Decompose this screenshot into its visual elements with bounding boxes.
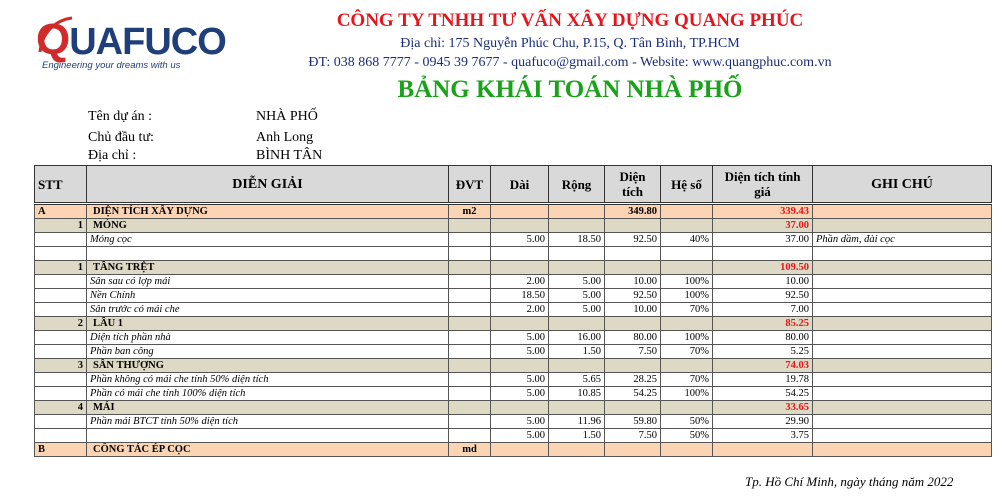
cell-width: 18.50 xyxy=(549,233,605,247)
cell-area xyxy=(605,359,661,373)
cell-width: 5.65 xyxy=(549,373,605,387)
cell-stt xyxy=(35,345,87,359)
cell-price-area xyxy=(713,443,813,457)
cell-price-area: 5.25 xyxy=(713,345,813,359)
cell-length xyxy=(491,317,549,331)
cell-area xyxy=(605,247,661,261)
cell-area: 28.25 xyxy=(605,373,661,387)
col-header-width: Rộng xyxy=(549,166,605,204)
cell-description: Phần không có mái che tính 50% diện tích xyxy=(87,373,449,387)
cell-price-area: 7.00 xyxy=(713,303,813,317)
cell-length: 5.00 xyxy=(491,387,549,401)
cell-width xyxy=(549,317,605,331)
cell-width: 16.00 xyxy=(549,331,605,345)
col-header-area: Diện tích xyxy=(605,166,661,204)
cell-note xyxy=(813,247,992,261)
cell-length: 2.00 xyxy=(491,275,549,289)
cell-description: Nền Chính xyxy=(87,289,449,303)
table-row xyxy=(35,443,992,457)
cell-description: Phần mái BTCT tính 50% diện tích xyxy=(87,415,449,429)
cell-coefficient: 100% xyxy=(661,275,713,289)
cell-coefficient xyxy=(661,204,713,219)
cell-note xyxy=(813,345,992,359)
cell-coefficient: 70% xyxy=(661,373,713,387)
col-header-length: Dài xyxy=(491,166,549,204)
table-row xyxy=(35,204,992,219)
cell-area: 7.50 xyxy=(605,429,661,443)
cell-unit xyxy=(449,373,491,387)
cell-description: DIỆN TÍCH XÂY DỰNG xyxy=(87,204,449,219)
cell-unit xyxy=(449,415,491,429)
cell-unit xyxy=(449,247,491,261)
cell-unit xyxy=(449,219,491,233)
cell-unit xyxy=(449,317,491,331)
cell-price-area: 85.25 xyxy=(713,317,813,331)
table-row xyxy=(35,331,992,345)
document-title: BẢNG KHÁI TOÁN NHÀ PHỐ xyxy=(397,76,743,103)
cell-coefficient: 40% xyxy=(661,233,713,247)
cell-description: Sân trước có mái che xyxy=(87,303,449,317)
cell-coefficient xyxy=(661,247,713,261)
project-value: NHÀ PHỐ xyxy=(256,109,318,124)
col-header-price-area: Diện tích tính giá xyxy=(713,166,813,204)
cell-price-area: 80.00 xyxy=(713,331,813,345)
cell-stt xyxy=(35,247,87,261)
cell-width: 5.00 xyxy=(549,275,605,289)
cell-stt xyxy=(35,429,87,443)
cell-coefficient: 50% xyxy=(661,415,713,429)
logo-tagline: Engineering your dreams with us xyxy=(42,60,181,71)
cell-coefficient: 100% xyxy=(661,289,713,303)
address-value: BÌNH TÂN xyxy=(256,148,323,163)
cell-description: SÂN THƯỢNG xyxy=(87,359,449,373)
cell-description: Phần ban công xyxy=(87,345,449,359)
cell-price-area: 33.65 xyxy=(713,401,813,415)
cell-unit xyxy=(449,275,491,289)
cell-length xyxy=(491,443,549,457)
cell-stt xyxy=(35,331,87,345)
logo-wordmark: QUAFUCO xyxy=(36,15,226,64)
cell-note xyxy=(813,204,992,219)
cell-unit xyxy=(449,345,491,359)
cell-coefficient: 50% xyxy=(661,429,713,443)
cell-stt: A xyxy=(35,204,87,219)
table-row xyxy=(35,233,992,247)
cell-note xyxy=(813,331,992,345)
cell-coefficient xyxy=(661,261,713,275)
cell-coefficient xyxy=(661,359,713,373)
cell-coefficient xyxy=(661,219,713,233)
col-header-stt: STT xyxy=(35,166,87,204)
cell-width: 1.50 xyxy=(549,345,605,359)
cell-length: 5.00 xyxy=(491,345,549,359)
cell-stt: B xyxy=(35,443,87,457)
cell-description: Sân sau có lợp mái xyxy=(87,275,449,289)
cell-width: 11.96 xyxy=(549,415,605,429)
table-header-row xyxy=(35,166,992,204)
cell-unit xyxy=(449,401,491,415)
table-row xyxy=(35,415,992,429)
cell-unit xyxy=(449,303,491,317)
cell-description: MÓNG xyxy=(87,219,449,233)
cell-length xyxy=(491,247,549,261)
cell-note xyxy=(813,443,992,457)
cell-description: TẦNG TRỆT xyxy=(87,261,449,275)
owner-label: Chủ đầu tư: xyxy=(88,130,154,145)
cell-unit xyxy=(449,261,491,275)
cell-width xyxy=(549,261,605,275)
col-header-coefficient: Hệ số xyxy=(661,166,713,204)
cell-length xyxy=(491,219,549,233)
cell-area xyxy=(605,317,661,331)
cell-description: MÁI xyxy=(87,401,449,415)
cell-width xyxy=(549,401,605,415)
cell-stt: 3 xyxy=(35,359,87,373)
company-contact: ĐT: 038 868 7777 - 0945 39 7677 - quafuco@gmail.com - Website: www.quangphuc.com.vn xyxy=(308,55,832,70)
table-row xyxy=(35,247,992,261)
cell-length xyxy=(491,261,549,275)
cell-length xyxy=(491,359,549,373)
cell-price-area: 19.78 xyxy=(713,373,813,387)
cell-area xyxy=(605,261,661,275)
cell-length: 5.00 xyxy=(491,373,549,387)
cell-length: 2.00 xyxy=(491,303,549,317)
cell-stt xyxy=(35,303,87,317)
cell-area: 349.80 xyxy=(605,204,661,219)
cell-note xyxy=(813,429,992,443)
table-row xyxy=(35,275,992,289)
cell-stt xyxy=(35,387,87,401)
cell-description: Móng cọc xyxy=(87,233,449,247)
cell-note xyxy=(813,219,992,233)
address-label: Địa chỉ : xyxy=(88,148,137,163)
cell-description: LẦU 1 xyxy=(87,317,449,331)
cell-note xyxy=(813,359,992,373)
cell-stt xyxy=(35,373,87,387)
table-row xyxy=(35,359,992,373)
cell-length xyxy=(491,204,549,219)
cell-length xyxy=(491,401,549,415)
cell-note xyxy=(813,275,992,289)
cell-price-area: 54.25 xyxy=(713,387,813,401)
cell-area: 7.50 xyxy=(605,345,661,359)
col-header-unit: ĐVT xyxy=(449,166,491,204)
cell-width xyxy=(549,359,605,373)
cell-stt xyxy=(35,289,87,303)
table-row xyxy=(35,303,992,317)
cell-note xyxy=(813,373,992,387)
cell-unit xyxy=(449,331,491,345)
table-row xyxy=(35,345,992,359)
cell-unit xyxy=(449,359,491,373)
table-row xyxy=(35,317,992,331)
cell-price-area: 29.90 xyxy=(713,415,813,429)
cell-note xyxy=(813,415,992,429)
table-row xyxy=(35,401,992,415)
cell-price-area: 37.00 xyxy=(713,219,813,233)
table-row xyxy=(35,219,992,233)
cell-description: CÔNG TÁC ÉP CỌC xyxy=(87,443,449,457)
cell-width xyxy=(549,247,605,261)
cell-length: 5.00 xyxy=(491,233,549,247)
cell-width: 5.00 xyxy=(549,289,605,303)
cell-price-area: 92.50 xyxy=(713,289,813,303)
cell-width: 5.00 xyxy=(549,303,605,317)
cell-price-area: 3.75 xyxy=(713,429,813,443)
cell-coefficient: 100% xyxy=(661,387,713,401)
cell-area: 10.00 xyxy=(605,303,661,317)
cell-note xyxy=(813,317,992,331)
cell-unit xyxy=(449,429,491,443)
cell-coefficient xyxy=(661,443,713,457)
cell-stt: 1 xyxy=(35,219,87,233)
cell-unit xyxy=(449,233,491,247)
table-row xyxy=(35,289,992,303)
cell-area: 80.00 xyxy=(605,331,661,345)
cell-note xyxy=(813,387,992,401)
cell-note xyxy=(813,303,992,317)
cell-length: 5.00 xyxy=(491,429,549,443)
cell-stt: 4 xyxy=(35,401,87,415)
cell-coefficient: 70% xyxy=(661,345,713,359)
cell-description: Phần có mái che tính 100% diện tích xyxy=(87,387,449,401)
cell-coefficient xyxy=(661,401,713,415)
cell-description: Diện tích phần nhà xyxy=(87,331,449,345)
cell-description xyxy=(87,247,449,261)
company-address: Địa chỉ: 175 Nguyễn Phúc Chu, P.15, Q. Tân Bình, TP.HCM xyxy=(400,36,740,51)
cell-width: 1.50 xyxy=(549,429,605,443)
cell-price-area: 109.50 xyxy=(713,261,813,275)
cell-stt: 1 xyxy=(35,261,87,275)
cell-unit: md xyxy=(449,443,491,457)
cell-area: 10.00 xyxy=(605,275,661,289)
cell-area: 92.50 xyxy=(605,233,661,247)
cell-width xyxy=(549,204,605,219)
cell-area: 54.25 xyxy=(605,387,661,401)
cell-width xyxy=(549,219,605,233)
cell-length: 5.00 xyxy=(491,331,549,345)
cell-coefficient: 70% xyxy=(661,303,713,317)
estimate-table xyxy=(34,165,992,457)
owner-value: Anh Long xyxy=(256,130,314,145)
cell-area xyxy=(605,401,661,415)
cell-price-area: 339.43 xyxy=(713,204,813,219)
cell-width xyxy=(549,443,605,457)
cell-note xyxy=(813,401,992,415)
cell-unit xyxy=(449,289,491,303)
cell-unit: m2 xyxy=(449,204,491,219)
cell-description xyxy=(87,429,449,443)
cell-price-area: 10.00 xyxy=(713,275,813,289)
col-header-description: DIỄN GIẢI xyxy=(87,166,449,204)
cell-coefficient: 100% xyxy=(661,331,713,345)
cell-stt xyxy=(35,415,87,429)
table-row xyxy=(35,387,992,401)
cell-coefficient xyxy=(661,317,713,331)
company-name: CÔNG TY TNHH TƯ VẤN XÂY DỰNG QUANG PHÚC xyxy=(336,10,804,31)
cell-area: 59.80 xyxy=(605,415,661,429)
table-row xyxy=(35,373,992,387)
cell-stt: 2 xyxy=(35,317,87,331)
table-row xyxy=(35,261,992,275)
project-label: Tên dự án : xyxy=(88,109,152,124)
cell-width: 10.85 xyxy=(549,387,605,401)
col-header-note: GHI CHÚ xyxy=(813,166,992,204)
company-logo xyxy=(36,14,226,76)
cell-area: 92.50 xyxy=(605,289,661,303)
cell-stt xyxy=(35,275,87,289)
cell-note xyxy=(813,261,992,275)
cell-area xyxy=(605,219,661,233)
place-date: Tp. Hồ Chí Minh, ngày tháng năm 2022 xyxy=(745,474,954,489)
cell-length: 18.50 xyxy=(491,289,549,303)
cell-stt xyxy=(35,233,87,247)
cell-length: 5.00 xyxy=(491,415,549,429)
table-row xyxy=(35,429,992,443)
cell-price-area xyxy=(713,247,813,261)
cell-area xyxy=(605,443,661,457)
cell-note xyxy=(813,289,992,303)
cell-price-area: 74.03 xyxy=(713,359,813,373)
cell-note: Phần dầm, đài cọc xyxy=(813,233,992,247)
cell-unit xyxy=(449,387,491,401)
cell-price-area: 37.00 xyxy=(713,233,813,247)
